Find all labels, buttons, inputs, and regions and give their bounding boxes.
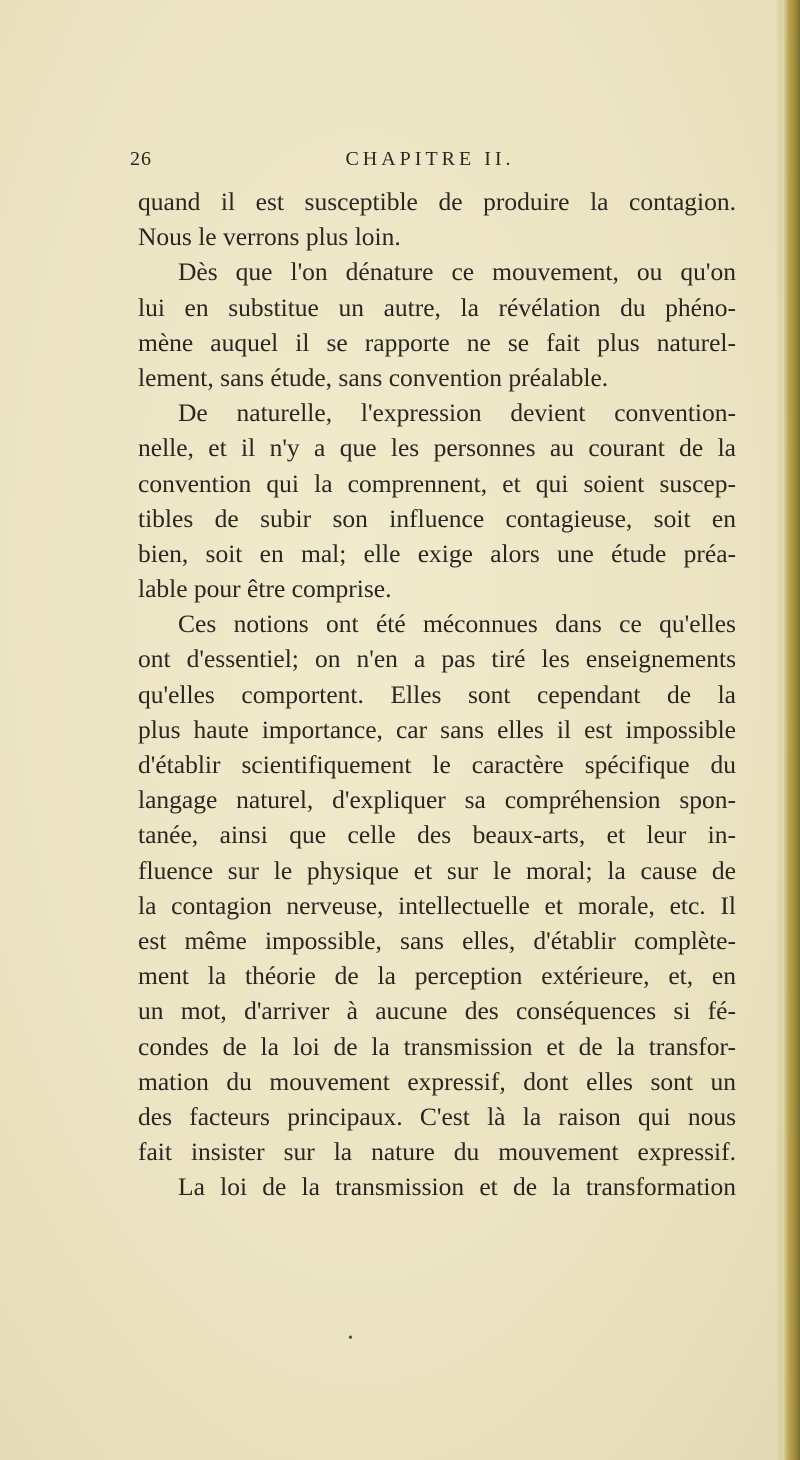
body-text xyxy=(138,184,736,1204)
ink-speck: • xyxy=(348,1331,353,1346)
text-line: tanée, ainsi que celle des beaux-arts, et leur in- xyxy=(138,820,736,850)
page-edge-binding xyxy=(782,0,800,1460)
text-line: quand il est susceptible de produire la contagion. xyxy=(138,187,736,216)
text-line: ont d'essentiel; on n'en a pas tiré les enseignements xyxy=(138,644,736,674)
text-line: Dès que l'on dénature ce mouvement, ou qu'on xyxy=(178,257,736,287)
text-line: qu'elles comportent. Elles sont cependant de la xyxy=(138,679,736,709)
text-line: lui en substitue un autre, la révélation du phéno- xyxy=(138,292,736,322)
text-line: Ces notions ont été méconnues dans ce qu'elles xyxy=(178,609,736,639)
text-line: ment la théorie de la perception extérieure, et, en xyxy=(138,961,736,991)
text-line: mène auquel il se rapporte ne se fait plus naturel- xyxy=(138,327,736,357)
text-line: fait insister sur la nature du mouvement expressif. xyxy=(138,1137,736,1167)
page-header xyxy=(130,146,730,172)
text-line: convention qui la comprennent, et qui soient suscep- xyxy=(138,468,736,498)
text-line: un mot, d'arriver à aucune des conséquences si fé- xyxy=(138,996,736,1026)
text-line: tibles de subir son influence contagieuse, soit en xyxy=(138,503,736,533)
text-line: lement, sans étude, sans convention préalable. xyxy=(138,362,609,392)
text-line: la contagion nerveuse, intellectuelle et morale, etc. Il xyxy=(138,890,736,920)
text-line: lable pour être comprise. xyxy=(138,574,392,604)
running-head: CHAPITRE II. xyxy=(345,148,515,170)
text-line: plus haute importance, car sans elles il est impossible xyxy=(138,714,736,744)
text-line: nelle, et il n'y a que les personnes au courant de la xyxy=(138,433,736,463)
text-line: mation du mouvement expressif, dont elles sont un xyxy=(138,1066,736,1096)
text-line: est même impossible, sans elles, d'établir complète- xyxy=(138,925,736,955)
text-line: condes de la loi de la transmission et de la transfor- xyxy=(138,1031,736,1061)
text-line: des facteurs principaux. C'est là la raison qui nous xyxy=(138,1101,736,1131)
text-line: La loi de la transmission et de la transformation xyxy=(178,1172,736,1202)
text-line: d'établir scientifiquement le caractère spécifique du xyxy=(138,750,736,779)
page-number: 26 xyxy=(130,148,152,170)
text-line: De naturelle, l'expression devient convention- xyxy=(178,398,736,428)
text-line: fluence sur le physique et sur le moral; la cause de xyxy=(138,855,736,885)
text-line: Nous le verrons plus loin. xyxy=(138,222,401,252)
text-line: langage naturel, d'expliquer sa compréhension spon- xyxy=(138,785,736,815)
text-line: bien, soit en mal; elle exige alors une étude préa- xyxy=(138,538,736,568)
